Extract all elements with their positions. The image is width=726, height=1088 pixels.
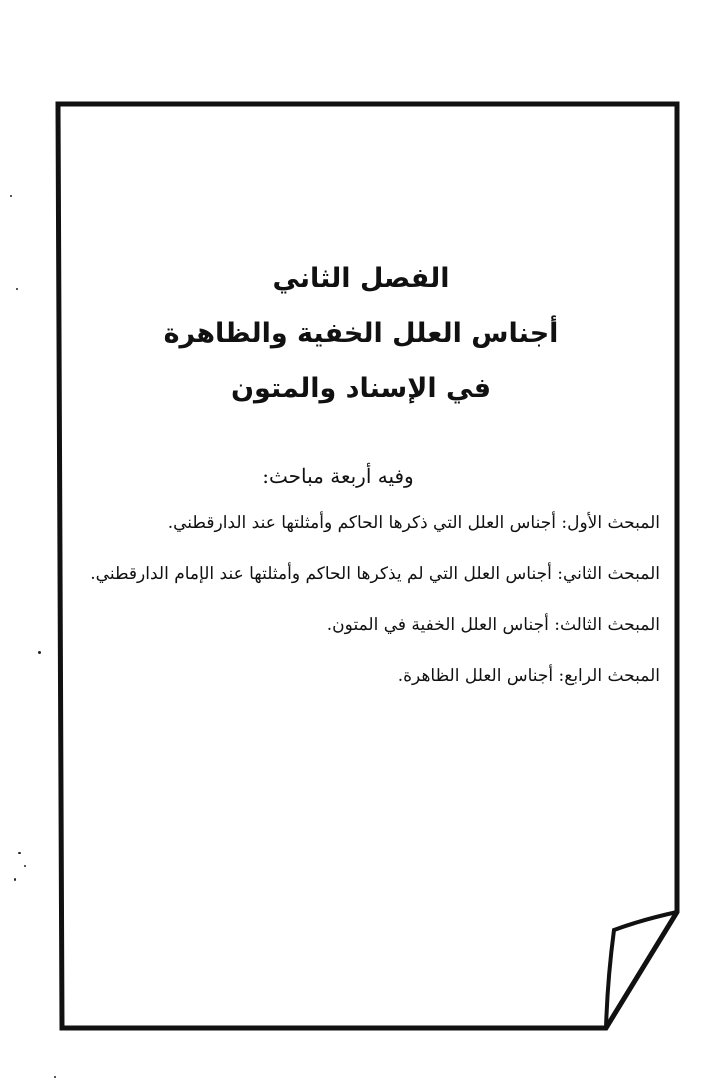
intro-text: وفيه أربعة مباحث: — [262, 464, 414, 488]
section-item-3: المبحث الثالث: أجناس العلل الخفية في المتون. — [326, 615, 660, 635]
chapter-heading — [62, 251, 660, 416]
section-item-1: المبحث الأول: أجناس العلل التي ذكرها الحاكم وأمثلتها عند الدارقطني. — [167, 513, 660, 533]
chapter-subtitle: في الإسناد والمتون — [231, 373, 491, 404]
section-item-4: المبحث الرابع: أجناس العلل الظاهرة. — [397, 666, 660, 686]
sections-list — [62, 510, 660, 689]
chapter-number: الفصل الثاني — [272, 263, 450, 294]
section-item-2: المبحث الثاني: أجناس العلل التي لم يذكرها الحاكم وأمثلتها عند الإمام الدارقطني. — [90, 564, 660, 584]
chapter-title: أجناس العلل الخفية والظاهرة — [163, 318, 559, 349]
page-content — [62, 108, 660, 714]
